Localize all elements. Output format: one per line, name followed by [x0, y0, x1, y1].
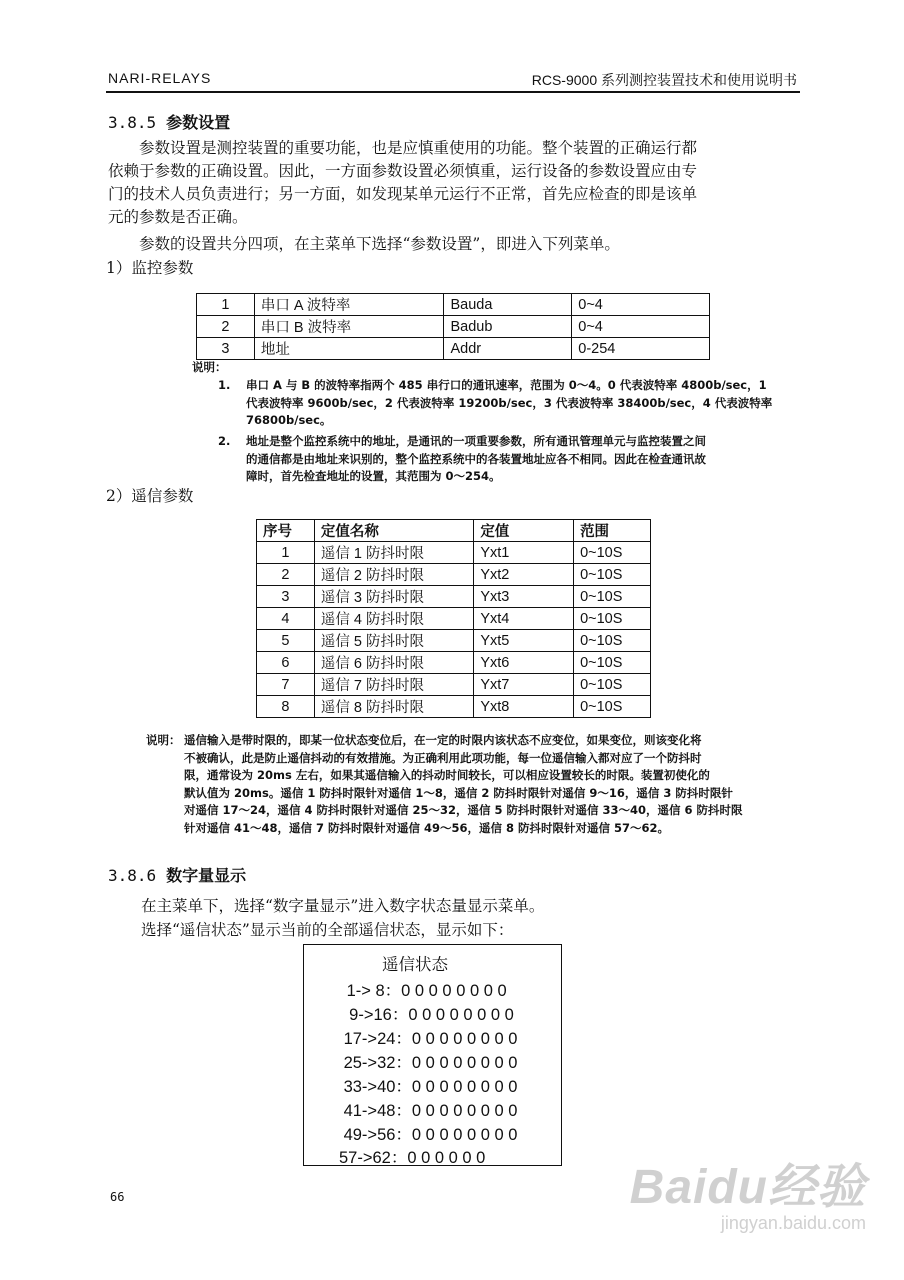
note-line: 串口 A 与 B 的波特率指两个 485 串行口的通讯速率，范围为 0～4。0 代表波特率 4800b/sec，1: [246, 378, 767, 392]
table-row: [257, 674, 651, 696]
table-row: [197, 338, 710, 360]
table-cell: 2: [197, 316, 255, 338]
p1-line: 门的技术人员负责进行；另一方面，如发现某单元运行不正常，首先应检查的即是该单: [108, 185, 698, 203]
display-title: 遥信状态: [382, 956, 448, 974]
note-line: 针对遥信 41～48，遥信 7 防抖时限针对遥信 49～56，遥信 8 防抖时限针对遥信 57～62。: [184, 820, 670, 835]
baidu-watermark: [630, 1148, 866, 1234]
display-line: 41->48：0 0 0 0 0 0 0 0: [339, 1102, 518, 1120]
table-cell: 2: [257, 564, 315, 586]
display-line: 25->32：0 0 0 0 0 0 0 0: [339, 1054, 518, 1072]
table-cell: Yxt5: [474, 630, 574, 652]
table-cell: Addr: [444, 338, 572, 360]
table-cell: 遥信 7 防抖时限: [314, 674, 473, 696]
note-2: [184, 732, 806, 837]
table-row: [257, 542, 651, 564]
table-cell: Yxt6: [474, 652, 574, 674]
note-line: 默认值为 20ms。遥信 1 防抖时限针对遥信 1～8，遥信 2 防抖时限针对遥信 9～16，遥信 3 防抖时限针: [184, 785, 733, 800]
table-cell: 3: [197, 338, 255, 360]
table-row: [197, 294, 710, 316]
table-cell: 8: [257, 696, 315, 718]
table-cell: 遥信 3 防抖时限: [314, 586, 473, 608]
table-cell: Yxt1: [474, 542, 574, 564]
header-left: NARI-RELAYS: [108, 70, 212, 86]
display-line: 17->24：0 0 0 0 0 0 0 0: [339, 1030, 518, 1048]
display-line: 49->56：0 0 0 0 0 0 0 0: [339, 1126, 518, 1144]
table-row: [257, 630, 651, 652]
table-row: [257, 586, 651, 608]
table-row: [257, 652, 651, 674]
table-cell: 6: [257, 652, 315, 674]
section-386-paragraph-1: 在主菜单下，选择“数字量显示”进入数字状态量显示菜单。: [141, 897, 545, 915]
section-386-title: 数字量显示: [166, 866, 247, 885]
table-cell: Yxt2: [474, 564, 574, 586]
table-cell: 串口 B 波特率: [254, 316, 444, 338]
display-line: 33->40：0 0 0 0 0 0 0 0: [339, 1078, 518, 1096]
header-rule: [106, 91, 800, 93]
table-cell: 4: [257, 608, 315, 630]
table-cell: 3: [257, 586, 315, 608]
table-cell: 遥信 4 防抖时限: [314, 608, 473, 630]
table-cell: 5: [257, 630, 315, 652]
table-cell: 地址: [254, 338, 444, 360]
table-cell: 0~10S: [574, 542, 651, 564]
monitor-params-table: [196, 293, 710, 360]
section-385-heading: [108, 110, 230, 133]
note-line: 限，通常设为 20ms 左右，如果其遥信输入的抖动时间较长，可以相应设置较长的时限。装置初使化的: [184, 768, 710, 782]
remote-signal-params-table: [256, 519, 651, 718]
table-row: [257, 696, 651, 718]
page-number: 66: [110, 1190, 125, 1204]
section-386-heading: [108, 863, 246, 886]
note-line: 76800b/sec。: [246, 413, 332, 427]
table-cell: 遥信 6 防抖时限: [314, 652, 473, 674]
section-385-paragraph-2: 参数的设置共分四项，在主菜单下选择“参数设置”，即进入下列菜单。: [139, 235, 620, 253]
header-right: RCS-9000 系列测控装置技术和使用说明书: [531, 72, 797, 88]
note-line: 不被确认，此是防止遥信抖动的有效措施。为正确利用此项功能，每一位遥信输入都对应了一个防抖时: [184, 750, 702, 765]
watermark-url: jingyan.baidu.com: [720, 1213, 866, 1233]
note-1-label: 说明：: [192, 360, 227, 374]
table-cell: 0~10S: [574, 608, 651, 630]
table-cell: 0~10S: [574, 652, 651, 674]
table-cell: 0~10S: [574, 586, 651, 608]
note-1-item-1: [246, 377, 806, 430]
table-row: [197, 316, 710, 338]
note-1-item-2: [246, 433, 806, 486]
table-cell: Bauda: [444, 294, 572, 316]
display-line: 1-> 8：0 0 0 0 0 0 0 0: [342, 982, 507, 1000]
table-cell: Badub: [444, 316, 572, 338]
remote-signal-status-display: [303, 944, 562, 1166]
section-385-number: 3.8.5: [108, 113, 157, 132]
table-header-row: [257, 520, 651, 542]
table-header: 序号: [257, 520, 315, 542]
table-header: 范围: [574, 520, 651, 542]
display-line: 9->16：0 0 0 0 0 0 0 0: [340, 1006, 514, 1024]
table-cell: Yxt3: [474, 586, 574, 608]
note-line: 障时，首先检查地址的设置，其范围为 0～254。: [246, 469, 501, 483]
note-line: 的通信都是由地址来识别的，整个监控系统中的各装置地址应各不相同。因此在检查通讯故: [246, 451, 706, 466]
section-385-title: 参数设置: [166, 113, 231, 132]
subheading-monitor-params: 1）监控参数: [106, 259, 194, 277]
table-cell: 0~10S: [574, 674, 651, 696]
note-1-item-2-number: 2.: [218, 434, 231, 448]
table-cell: Yxt7: [474, 674, 574, 696]
table-cell: 0~10S: [574, 564, 651, 586]
table-cell: 1: [257, 542, 315, 564]
note-line: 对遥信 17～24，遥信 4 防抖时限针对遥信 25～32，遥信 5 防抖时限针对遥信 33～40，遥信 6 防抖时限: [184, 803, 743, 817]
note-line: 遥信输入是带时限的，即某一位状态变位后，在一定的时限内该状态不应变位，如果变位，则该变化将: [184, 733, 702, 747]
table-cell: Yxt4: [474, 608, 574, 630]
note-1-item-1-number: 1.: [218, 378, 231, 392]
table-cell: 遥信 2 防抖时限: [314, 564, 473, 586]
note-2-label: 说明：: [146, 733, 181, 747]
table-header: 定值名称: [314, 520, 473, 542]
table-cell: 遥信 1 防抖时限: [314, 542, 473, 564]
table-row: [257, 564, 651, 586]
section-386-paragraph-2: 选择“遥信状态”显示当前的全部遥信状态，显示如下：: [141, 921, 514, 939]
table-cell: 7: [257, 674, 315, 696]
table-cell: Yxt8: [474, 696, 574, 718]
p1-line: 依赖于参数的正确设置。因此，一方面参数设置必须慎重，运行设备的参数设置应由专: [108, 162, 698, 180]
table-cell: 0~4: [572, 294, 710, 316]
table-cell: 遥信 8 防抖时限: [314, 696, 473, 718]
section-386-number: 3.8.6: [108, 866, 157, 885]
watermark-logo: Baidu经验: [629, 1161, 866, 1214]
section-385-paragraph-1: [108, 137, 808, 229]
table-cell: 遥信 5 防抖时限: [314, 630, 473, 652]
table-header: 定值: [474, 520, 574, 542]
table-cell: 0-254: [572, 338, 710, 360]
p1-line: 元的参数是否正确。: [108, 208, 248, 226]
table-cell: 0~10S: [574, 696, 651, 718]
note-line: 地址是整个监控系统中的地址，是通讯的一项重要参数，所有通讯管理单元与监控装置之间: [246, 434, 706, 448]
table-cell: 0~10S: [574, 630, 651, 652]
p1-line: 参数设置是测控装置的重要功能，也是应慎重使用的功能。整个装置的正确运行都: [139, 139, 698, 157]
table-cell: 1: [197, 294, 255, 316]
table-row: [257, 608, 651, 630]
table-cell: 0~4: [572, 316, 710, 338]
note-line: 代表波特率 9600b/sec，2 代表波特率 19200b/sec，3 代表波特率 38400b/sec，4 代表波特率: [246, 395, 773, 410]
table-cell: 串口 A 波特率: [254, 294, 444, 316]
display-line: 57->62：0 0 0 0 0 0: [339, 1149, 486, 1167]
subheading-remote-signal-params: 2）遥信参数: [106, 487, 194, 505]
